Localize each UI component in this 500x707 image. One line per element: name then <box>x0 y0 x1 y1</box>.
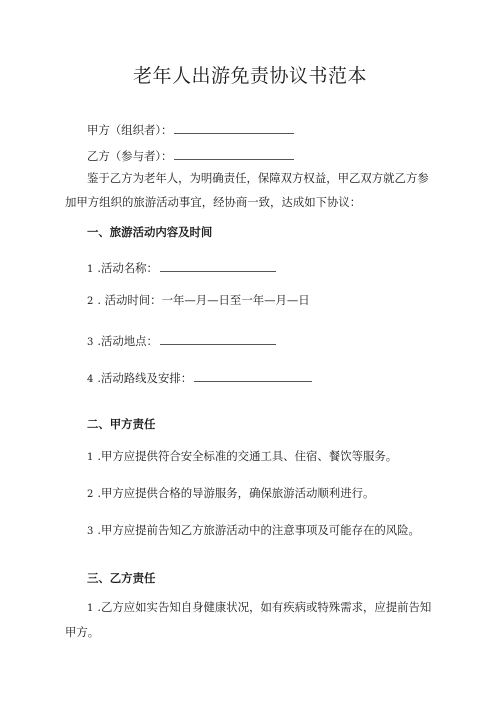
intro-line-1: 鉴于乙方为老年人，为明确责任，保障双方权益，甲乙双方就乙方参 <box>87 171 429 185</box>
item-number: 1 <box>87 603 94 614</box>
item-label: .活动路线及安排： <box>97 371 193 385</box>
section-2-item-3 <box>87 522 420 540</box>
section-1-item-2 <box>87 292 310 310</box>
item-label: .活动地点： <box>97 334 158 348</box>
party-b-line <box>87 147 294 164</box>
party-a-blank[interactable] <box>174 121 294 134</box>
item-label: . 活动时间： <box>97 293 162 307</box>
party-b-label: 乙方（参与者）： <box>87 149 173 163</box>
document-title: 老年人出游免责协议书范本 <box>132 65 367 87</box>
activity-route-blank[interactable] <box>194 369 312 382</box>
party-b-blank[interactable] <box>174 147 294 160</box>
section-2-heading: 二、甲方责任 <box>87 417 156 431</box>
section-2-item-2 <box>87 485 374 503</box>
section-1-item-3 <box>87 332 276 351</box>
item-number: 3 <box>87 337 94 348</box>
section-3-heading: 三、乙方责任 <box>87 571 156 585</box>
item-number: 2 <box>87 489 94 500</box>
item-text: .乙方应如实告知自身健康状况，如有疾病或特殊需求，应提前告知 <box>97 600 432 614</box>
section-1-heading: 一、旅游活动内容及时间 <box>87 225 213 239</box>
activity-location-blank[interactable] <box>160 332 276 345</box>
item-text: .甲方应提供合格的导游服务，确保旅游活动顺利进行。 <box>97 486 375 500</box>
section-3-item-1-line-2: 甲方。 <box>65 625 100 639</box>
item-label: .活动名称： <box>97 261 158 275</box>
item-value: 一年—月—日至一年—月—日 <box>161 293 310 307</box>
item-text: .甲方应提供符合安全标准的交通工具、住宿、餐饮等服务。 <box>97 449 398 463</box>
item-number: 4 <box>87 374 94 385</box>
item-number: 1 <box>87 452 94 463</box>
section-1-item-1 <box>87 259 276 278</box>
section-3-item-1-line-1 <box>87 599 431 617</box>
section-1-item-4 <box>87 369 312 388</box>
section-2-item-1 <box>87 448 397 466</box>
item-number: 2 <box>87 296 94 307</box>
activity-name-blank[interactable] <box>160 259 276 272</box>
item-number: 1 <box>87 264 94 275</box>
item-text: .甲方应提前告知乙方旅游活动中的注意事项及可能存在的风险。 <box>97 523 420 537</box>
party-a-line <box>87 121 294 138</box>
intro-line-2: 加甲方组织的旅游活动事宜，经协商一致，达成如下协议： <box>65 195 362 209</box>
party-a-label: 甲方（组织者）： <box>87 123 173 137</box>
item-number: 3 <box>87 526 94 537</box>
